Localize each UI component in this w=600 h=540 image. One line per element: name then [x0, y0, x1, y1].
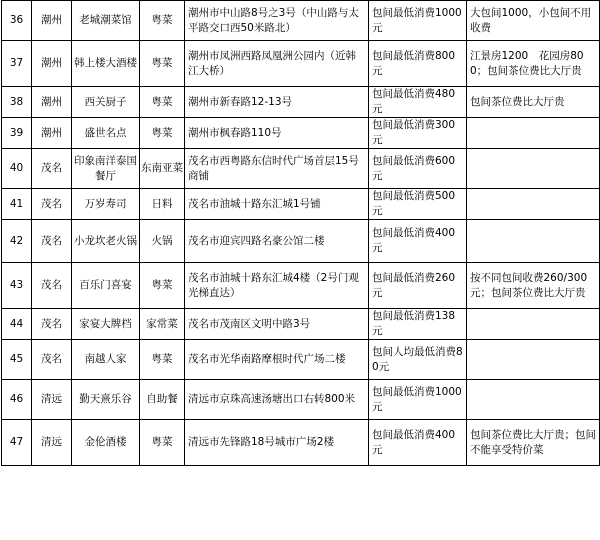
city-cell: 茂名 [32, 220, 72, 263]
restaurant-name-cell: 百乐门喜宴 [72, 263, 140, 309]
row-number: 39 [2, 118, 32, 149]
notes-cell: 按不同包间收费260/300元；包间茶位费比大厅贵 [467, 263, 600, 309]
table-row [2, 149, 600, 189]
cuisine-cell: 家常菜 [140, 309, 185, 340]
notes-cell [467, 380, 600, 420]
table-row [2, 340, 600, 380]
table-row [2, 1, 600, 41]
row-number: 38 [2, 87, 32, 118]
notes-cell: 大包间1000，小包间不用收费 [467, 1, 600, 41]
row-number: 40 [2, 149, 32, 189]
restaurant-name-cell: 金伦酒楼 [72, 420, 140, 466]
minimum-spend-cell: 包间最低消费138元 [369, 309, 467, 340]
notes-cell: 包间茶位费比大厅贵；包间不能享受特价菜 [467, 420, 600, 466]
city-cell: 潮州 [32, 118, 72, 149]
restaurant-table [1, 0, 600, 466]
row-number: 45 [2, 340, 32, 380]
cuisine-cell: 粤菜 [140, 87, 185, 118]
row-number: 44 [2, 309, 32, 340]
notes-cell: 江景房1200 花园房800；包间茶位费比大厅贵 [467, 41, 600, 87]
minimum-spend-cell: 包间人均最低消费80元 [369, 340, 467, 380]
minimum-spend-cell: 包间最低消费800元 [369, 41, 467, 87]
address-cell: 清远市先锋路18号城市广场2楼 [185, 420, 369, 466]
table-row [2, 380, 600, 420]
minimum-spend-cell: 包间最低消费500元 [369, 189, 467, 220]
row-number: 37 [2, 41, 32, 87]
row-number: 41 [2, 189, 32, 220]
address-cell: 茂名市光华南路摩根时代广场二楼 [185, 340, 369, 380]
row-number: 36 [2, 1, 32, 41]
city-cell: 茂名 [32, 149, 72, 189]
restaurant-name-cell: 韩上楼大酒楼 [72, 41, 140, 87]
city-cell: 茂名 [32, 263, 72, 309]
table-row [2, 41, 600, 87]
notes-cell [467, 340, 600, 380]
address-cell: 茂名市油城十路东汇城4楼（2号门观光梯直达） [185, 263, 369, 309]
table-row [2, 118, 600, 149]
notes-cell [467, 189, 600, 220]
restaurant-name-cell: 印象南洋泰国餐厅 [72, 149, 140, 189]
table-body [2, 1, 600, 466]
minimum-spend-cell: 包间最低消费1000元 [369, 380, 467, 420]
minimum-spend-cell: 包间最低消费400元 [369, 220, 467, 263]
restaurant-name-cell: 老城潮菜馆 [72, 1, 140, 41]
notes-cell [467, 309, 600, 340]
row-number: 46 [2, 380, 32, 420]
row-number: 47 [2, 420, 32, 466]
minimum-spend-cell: 包间最低消费1000元 [369, 1, 467, 41]
restaurant-name-cell: 万岁寿司 [72, 189, 140, 220]
minimum-spend-cell: 包间最低消费600元 [369, 149, 467, 189]
city-cell: 清远 [32, 420, 72, 466]
table-row [2, 220, 600, 263]
address-cell: 茂名市茂南区文明中路3号 [185, 309, 369, 340]
address-cell: 茂名市油城十路东汇城1号铺 [185, 189, 369, 220]
address-cell: 茂名市迎宾四路名豪公馆二楼 [185, 220, 369, 263]
restaurant-name-cell: 小龙坎老火锅 [72, 220, 140, 263]
cuisine-cell: 日料 [140, 189, 185, 220]
minimum-spend-cell: 包间最低消费400元 [369, 420, 467, 466]
restaurant-name-cell: 西关厨子 [72, 87, 140, 118]
address-cell: 清远市京珠高速汤塘出口右转800米 [185, 380, 369, 420]
minimum-spend-cell: 包间最低消费260元 [369, 263, 467, 309]
cuisine-cell: 粤菜 [140, 1, 185, 41]
city-cell: 茂名 [32, 340, 72, 380]
restaurant-name-cell: 南越人家 [72, 340, 140, 380]
cuisine-cell: 粤菜 [140, 118, 185, 149]
row-number: 43 [2, 263, 32, 309]
address-cell: 潮州市中山路8号之3号（中山路与太平路交口西50米路北） [185, 1, 369, 41]
cuisine-cell: 粤菜 [140, 263, 185, 309]
table-row [2, 263, 600, 309]
minimum-spend-cell: 包间最低消费300元 [369, 118, 467, 149]
cuisine-cell: 粤菜 [140, 41, 185, 87]
city-cell: 清远 [32, 380, 72, 420]
cuisine-cell: 自助餐 [140, 380, 185, 420]
notes-cell [467, 149, 600, 189]
cuisine-cell: 东南亚菜 [140, 149, 185, 189]
restaurant-name-cell: 盛世名点 [72, 118, 140, 149]
address-cell: 潮州市枫春路110号 [185, 118, 369, 149]
city-cell: 潮州 [32, 41, 72, 87]
cuisine-cell: 粤菜 [140, 340, 185, 380]
cuisine-cell: 粤菜 [140, 420, 185, 466]
restaurant-name-cell: 勤天熹乐谷 [72, 380, 140, 420]
city-cell: 茂名 [32, 309, 72, 340]
city-cell: 潮州 [32, 1, 72, 41]
table-row [2, 309, 600, 340]
notes-cell [467, 220, 600, 263]
address-cell: 茂名市西粤路东信时代广场首层15号商铺 [185, 149, 369, 189]
city-cell: 潮州 [32, 87, 72, 118]
city-cell: 茂名 [32, 189, 72, 220]
address-cell: 潮州市新春路12-13号 [185, 87, 369, 118]
minimum-spend-cell: 包间最低消费480元 [369, 87, 467, 118]
notes-cell [467, 118, 600, 149]
notes-cell: 包间茶位费比大厅贵 [467, 87, 600, 118]
address-cell: 潮州市凤洲西路凤凰洲公园内（近韩江大桥） [185, 41, 369, 87]
row-number: 42 [2, 220, 32, 263]
table-row [2, 189, 600, 220]
cuisine-cell: 火锅 [140, 220, 185, 263]
restaurant-name-cell: 家宴大牌档 [72, 309, 140, 340]
table-row [2, 87, 600, 118]
table-row [2, 420, 600, 466]
